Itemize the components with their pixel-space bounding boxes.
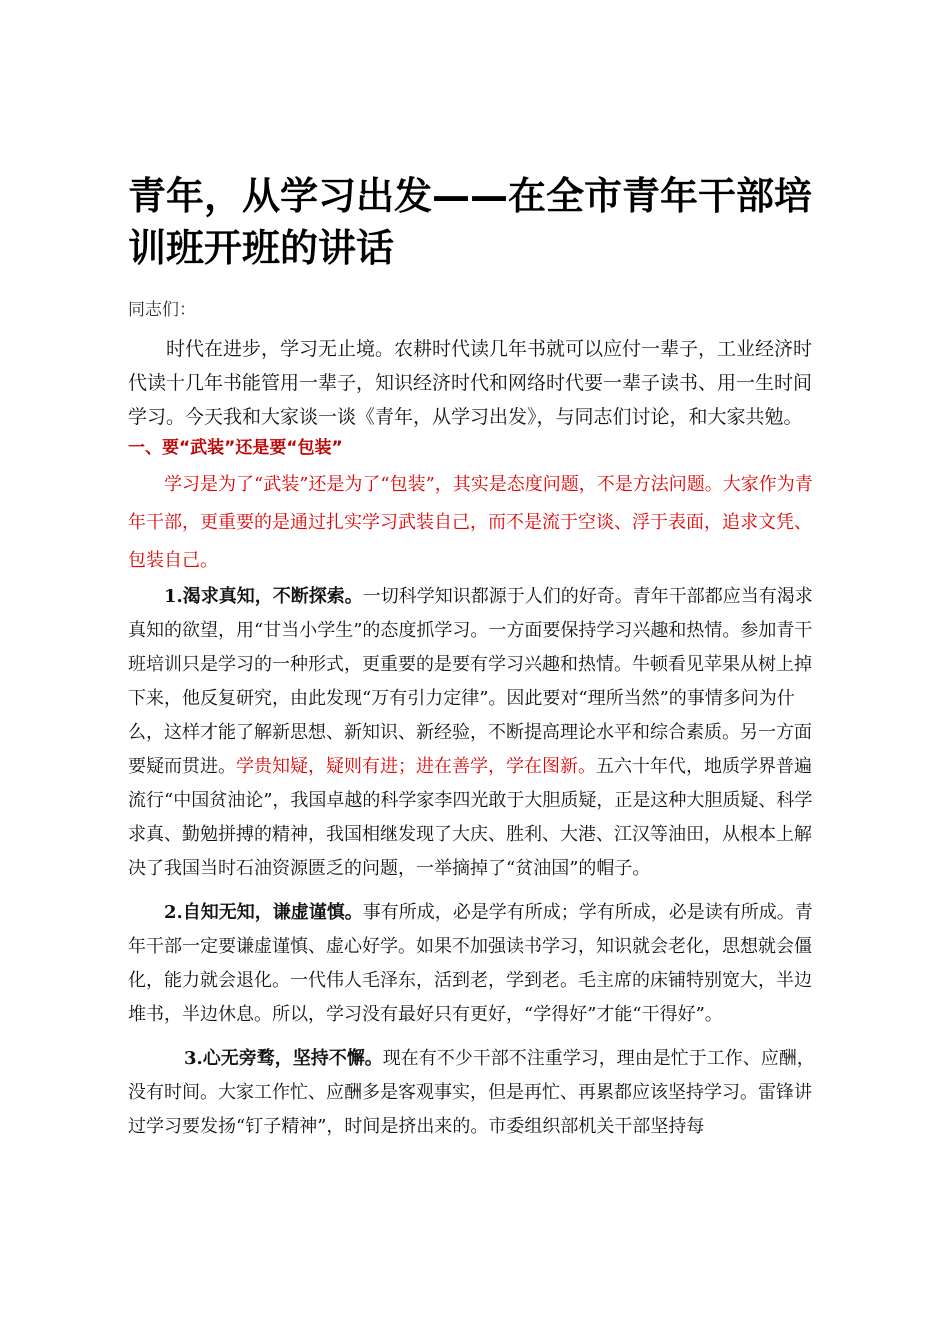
point-2-text: 事有所成，必是学有所成；学有所成，必是读有所成。青年干部一定要谦虚谨慎、虚心好学。如果不加强读书学习，知识就会老化，思想就会僵化，能力就会退化。一代伟人毛泽东，活到老，学到老。毛主席的床铺特别宽大，半边堆书，半边休息。所以，学习没有最好只有更好，“学得好”才能“干得好”。 [128, 902, 813, 1025]
point-3-paragraph [128, 1042, 828, 1144]
point-1-text-a: 一切科学知识都源于人们的好奇。青年干部都应当有渴求真知的欲望，用“甘当小学生”的态度抓学习。一方面要保持学习兴趣和热情。参加青干班培训只是学习的一种形式，更重要的是要有学习兴趣和热情。牛顿看见苹果从树上掉下来，他反复研究，由此发现“万有引力定律”。因此要对“理所当然”的事情多问为什么，这样才能了解新思想、新知识、新经验，不断提高理论水平和综合素质。另一方面要疑而贯进。 [128, 586, 813, 777]
greeting: 同志们： [128, 300, 196, 320]
point-3-lead: 3.心无旁骛，坚持不懈。 [184, 1048, 383, 1069]
document-body [128, 296, 828, 1154]
point-3-text: 现在有不少干部不注重学习，理由是忙于工作、应酬，没有时间。大家工作忙、应酬多是客观事实，但是再忙、再累都应该坚持学习。雷锋讲过学习要发扬“钉子精神”，时间是挤出来的。市委组织部机关干部坚持每 [128, 1048, 815, 1137]
point-1-lead: 1.渴求真知，不断探索。 [164, 586, 363, 607]
section-heading-1: 一、要“武装”还是要“包装” [128, 438, 343, 458]
section-1-emphasis-paragraph: 学习是为了“武装”还是为了“包装”，其实是态度问题，不是方法问题。大家作为青年干部，更重要的是通过扎实学习武装自己，而不是流于空谈、浮于表面，追求文凭、包装自己。 [128, 474, 813, 571]
point-1-paragraph [128, 580, 828, 886]
point-1-red-quote: 学贵知疑，疑则有进；进在善学，学在图新。 [236, 756, 596, 777]
point-2-paragraph [128, 896, 828, 1032]
point-1-text-b: 五六十年代，地质学界普遍流行“中国贫油论”，我国卓越的科学家李四光敢于大胆质疑，正是这种大胆质疑、科学求真、勤勉拼搏的精神，我国相继发现了大庆、胜利、大港、江汉等油田，从根本上解决了我国当时石油资源匮乏的问题，一举摘掉了“贫油国”的帽子。 [128, 756, 813, 879]
point-2-lead: 2.自知无知，谦虚谨慎。 [164, 902, 363, 923]
intro-paragraph: 时代在进步，学习无止境。农耕时代读几年书就可以应付一辈子，工业经济时代读十几年书能管用一辈子，知识经济时代和网络时代要一辈子读书、用一生时间学习。今天我和大家谈一谈《青年，从学习出发》，与同志们讨论，和大家共勉。 [128, 338, 813, 428]
document-title: 青年，从学习出发——在全市青年干部培训班开班的讲话 [128, 174, 813, 270]
